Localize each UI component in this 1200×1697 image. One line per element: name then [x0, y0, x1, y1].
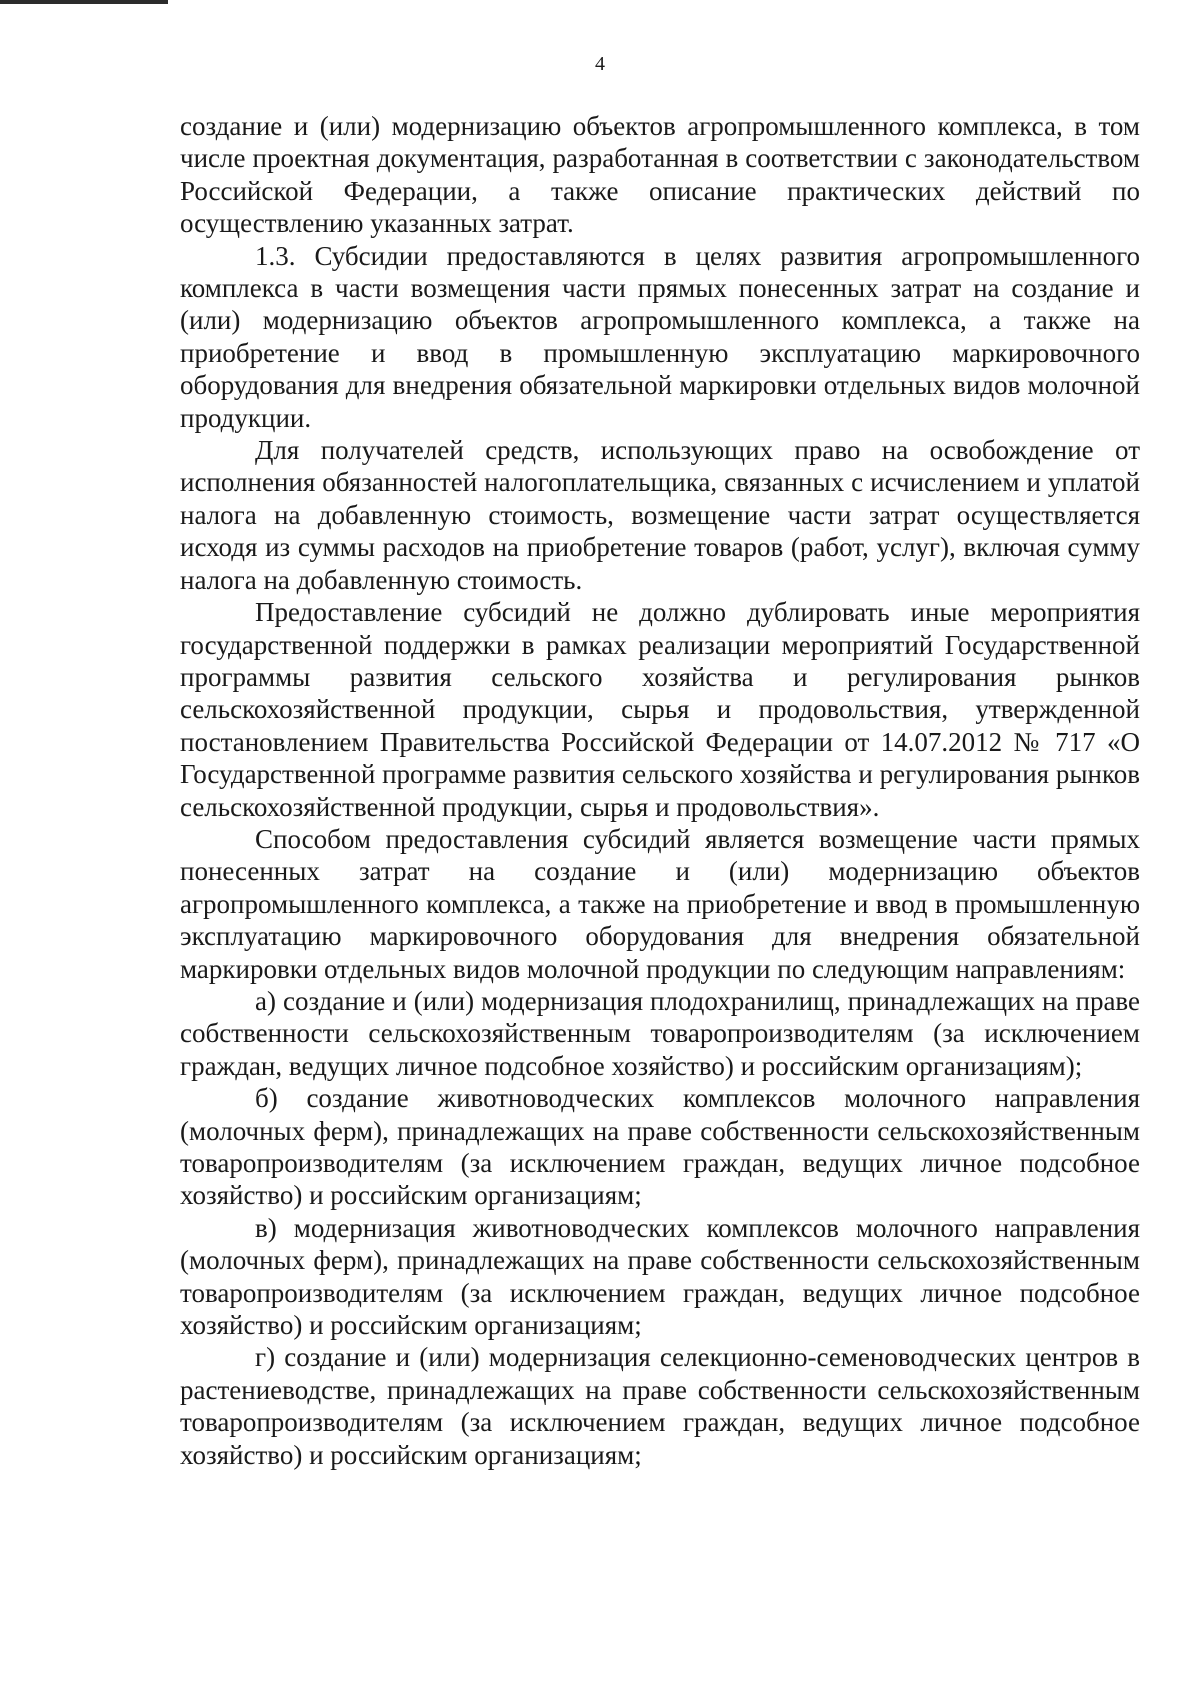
paragraph-clause-1-3: 1.3. Субсидии предоставляются в целях развития агропромышленного комплекса в части возмещения части прямых понесенных затрат на создание и (или) модернизацию объектов агропромышленного комплекса, а также на приобретение и ввод в промышленную эксплуатацию маркировочного оборудования для внедрения обязательной маркировки отдельных видов молочной продукции.: [180, 240, 1140, 433]
list-item-a: а) создание и (или) модернизация плодохранилищ, принадлежащих на праве собственности сельскохозяйственным товаропроизводителям (за исключением граждан, ведущих личное подсобное хозяйство) и российским организациям);: [180, 985, 1140, 1081]
paragraph-continuation: создание и (или) модернизацию объектов агропромышленного комплекса, в том числе проектная документация, разработанная в соответствии с законодательством Российской Федерации, а также описание практических действий по осуществлению указанных затрат.: [180, 111, 1140, 239]
page-number: 4: [595, 53, 605, 75]
list-item-v: в) модернизация животноводческих комплексов молочного направления (молочных ферм), принадлежащих на праве собственности сельскохозяйственным товаропроизводителям (за исключением граждан, ведущих личное подсобное хозяйство) и российским организациям;: [180, 1212, 1140, 1341]
document-body: [180, 110, 1140, 1471]
paragraph-no-duplication: Предоставление субсидий не должно дублировать иные мероприятия государственной поддержки в рамках реализации мероприятий Государственной программы развития сельского хозяйства и регулирования рынков сельскохозяйственной продукции, сырья и продовольствия, утвержденной постановлением Правительства Российской Федерации от 14.07.2012 № 717 «О Государственной программе развития сельского хозяйства и регулирования рынков сельскохозяйственной продукции, сырья и продовольствия».: [180, 597, 1140, 822]
paragraph-method: Способом предоставления субсидий является возмещение части прямых понесенных затрат на создание и (или) модернизацию объектов агропромышленного комплекса, а также на приобретение и ввод в промышленную эксплуатацию маркировочного оборудования для внедрения обязательной маркировки отдельных видов молочной продукции по следующим направлениям:: [180, 823, 1140, 984]
list-item-g: г) создание и (или) модернизация селекционно-семеноводческих центров в растениеводстве, принадлежащих на праве собственности сельскохозяйственным товаропроизводителям (за исключением граждан, ведущих личное подсобное хозяйство) и российским организациям;: [180, 1342, 1140, 1470]
list-item-b: б) создание животноводческих комплексов молочного направления (молочных ферм), принадлежащих на праве собственности сельскохозяйственным товаропроизводителям (за исключением граждан, ведущих личное подсобное хозяйство) и российским организациям;: [180, 1083, 1140, 1211]
top-edge-rule: [0, 0, 168, 4]
paragraph-vat: Для получателей средств, использующих право на освобождение от исполнения обязанностей налогоплательщика, связанных с исчислением и уплатой налога на добавленную стоимость, возмещение части затрат осуществляется исходя из суммы расходов на приобретение товаров (работ, услуг), включая сумму налога на добавленную стоимость.: [180, 435, 1140, 595]
